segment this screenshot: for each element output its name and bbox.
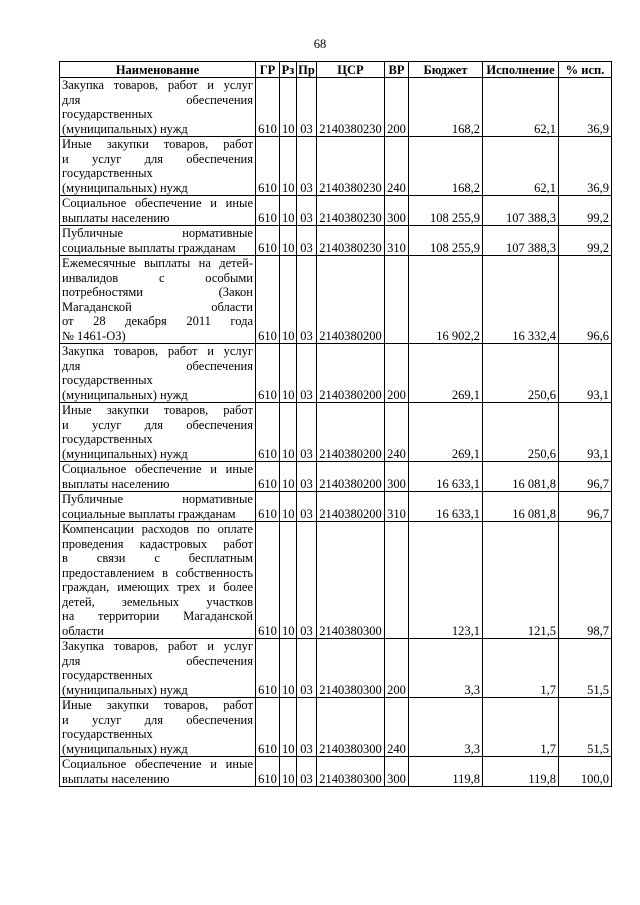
cell-pr: 03 bbox=[297, 522, 317, 639]
cell-vr: 310 bbox=[385, 226, 409, 256]
table-row bbox=[60, 137, 612, 196]
cell-budget: 108 255,9 bbox=[409, 226, 483, 256]
cell-name-line: Закупка товаров, работ и услуг bbox=[62, 344, 253, 358]
cell-budget: 16 902,2 bbox=[409, 256, 483, 344]
cell-budget: 3,3 bbox=[409, 639, 483, 698]
cell-csr: 2140380230 bbox=[317, 137, 385, 196]
cell-rz: 10 bbox=[280, 698, 297, 757]
cell-name-line: граждан, имеющих трех и более bbox=[62, 580, 253, 594]
cell-gr: 610 bbox=[256, 492, 280, 522]
cell-percent: 96,7 bbox=[559, 492, 612, 522]
cell-budget: 108 255,9 bbox=[409, 196, 483, 226]
table-row bbox=[60, 698, 612, 757]
cell-gr: 610 bbox=[256, 137, 280, 196]
cell-percent: 99,2 bbox=[559, 226, 612, 256]
cell-vr: 300 bbox=[385, 196, 409, 226]
cell-execution: 119,8 bbox=[483, 757, 559, 787]
cell-gr: 610 bbox=[256, 256, 280, 344]
cell-execution: 121,5 bbox=[483, 522, 559, 639]
cell-budget: 16 633,1 bbox=[409, 462, 483, 492]
cell-name-line: Социальное обеспечение и иные bbox=[62, 196, 253, 210]
cell-name-line: (муниципальных) нужд bbox=[62, 121, 188, 136]
cell-name-line: государственных bbox=[62, 727, 153, 741]
cell-percent: 93,1 bbox=[559, 403, 612, 462]
cell-name-line: (муниципальных) нужд bbox=[62, 741, 188, 756]
cell-vr: 300 bbox=[385, 757, 409, 787]
cell-name bbox=[60, 196, 256, 226]
cell-execution: 250,6 bbox=[483, 403, 559, 462]
cell-name bbox=[60, 757, 256, 787]
cell-rz: 10 bbox=[280, 256, 297, 344]
cell-rz: 10 bbox=[280, 492, 297, 522]
cell-vr: 240 bbox=[385, 137, 409, 196]
cell-execution: 62,1 bbox=[483, 78, 559, 137]
cell-csr: 2140380230 bbox=[317, 78, 385, 137]
table-header-row bbox=[60, 62, 612, 78]
cell-csr: 2140380200 bbox=[317, 492, 385, 522]
cell-csr: 2140380300 bbox=[317, 757, 385, 787]
cell-percent: 51,5 bbox=[559, 639, 612, 698]
cell-budget: 3,3 bbox=[409, 698, 483, 757]
table-row bbox=[60, 492, 612, 522]
cell-name-line: Социальное обеспечение и иные bbox=[62, 462, 253, 476]
cell-rz: 10 bbox=[280, 78, 297, 137]
cell-name bbox=[60, 256, 256, 344]
cell-vr bbox=[385, 522, 409, 639]
cell-name-line: инвалидов с особыми bbox=[62, 270, 253, 285]
header-pr: Пр bbox=[298, 62, 315, 77]
cell-percent: 100,0 bbox=[559, 757, 612, 787]
cell-name-line: Публичные нормативные bbox=[62, 226, 253, 240]
cell-budget: 269,1 bbox=[409, 344, 483, 403]
cell-gr: 610 bbox=[256, 757, 280, 787]
cell-csr: 2140380230 bbox=[317, 226, 385, 256]
cell-name bbox=[60, 522, 256, 639]
cell-budget: 123,1 bbox=[409, 522, 483, 639]
cell-percent: 36,9 bbox=[559, 137, 612, 196]
cell-name bbox=[60, 698, 256, 757]
cell-percent: 93,1 bbox=[559, 344, 612, 403]
cell-percent: 99,2 bbox=[559, 196, 612, 226]
cell-execution: 1,7 bbox=[483, 698, 559, 757]
cell-rz: 10 bbox=[280, 196, 297, 226]
cell-vr: 310 bbox=[385, 492, 409, 522]
cell-pr: 03 bbox=[297, 462, 317, 492]
cell-percent: 36,9 bbox=[559, 78, 612, 137]
cell-csr: 2140380200 bbox=[317, 344, 385, 403]
cell-rz: 10 bbox=[280, 757, 297, 787]
cell-gr: 610 bbox=[256, 226, 280, 256]
cell-vr: 200 bbox=[385, 78, 409, 137]
cell-csr: 2140380200 bbox=[317, 403, 385, 462]
header-name: Наименование bbox=[60, 62, 256, 78]
table-row bbox=[60, 757, 612, 787]
cell-execution: 16 081,8 bbox=[483, 492, 559, 522]
table-row bbox=[60, 226, 612, 256]
header-rz: Рз bbox=[280, 62, 297, 78]
cell-vr: 200 bbox=[385, 639, 409, 698]
cell-name-line: проведения кадастровых работ bbox=[62, 536, 253, 551]
cell-gr: 610 bbox=[256, 78, 280, 137]
header-vr: ВР bbox=[385, 62, 409, 78]
cell-execution: 250,6 bbox=[483, 344, 559, 403]
cell-percent: 96,7 bbox=[559, 462, 612, 492]
cell-name-line: № 1461-ОЗ) bbox=[62, 328, 126, 343]
cell-name-line: в связи с бесплатным bbox=[62, 551, 253, 565]
cell-rz: 10 bbox=[280, 403, 297, 462]
cell-rz: 10 bbox=[280, 639, 297, 698]
cell-name-line: области bbox=[62, 623, 104, 638]
header-gr: ГР bbox=[256, 62, 280, 78]
cell-pr: 03 bbox=[297, 256, 317, 344]
cell-name-line: выплаты населению bbox=[62, 210, 170, 225]
table-row bbox=[60, 196, 612, 226]
header-budget: Бюджет bbox=[409, 62, 483, 78]
cell-execution: 16 081,8 bbox=[483, 462, 559, 492]
cell-name-line: (муниципальных) нужд bbox=[62, 682, 188, 697]
cell-name bbox=[60, 639, 256, 698]
cell-name-line: Иные закупки товаров, работ bbox=[62, 137, 253, 151]
table-row bbox=[60, 78, 612, 137]
cell-name-line: для обеспечения bbox=[62, 653, 253, 668]
cell-vr bbox=[385, 256, 409, 344]
cell-pr: 03 bbox=[297, 757, 317, 787]
cell-execution: 1,7 bbox=[483, 639, 559, 698]
cell-csr: 2140380300 bbox=[317, 698, 385, 757]
cell-name-line: Закупка товаров, работ и услуг bbox=[62, 78, 253, 92]
cell-percent: 98,7 bbox=[559, 522, 612, 639]
page-number: 68 bbox=[313, 37, 327, 51]
cell-name-line: от 28 декабря 2011 года bbox=[62, 314, 253, 328]
cell-name-line: государственных bbox=[62, 373, 153, 387]
cell-name-line: социальные выплаты гражданам bbox=[62, 240, 236, 255]
cell-name-line: Компенсации расходов по оплате bbox=[62, 522, 253, 536]
cell-rz: 10 bbox=[280, 226, 297, 256]
cell-pr: 03 bbox=[297, 78, 317, 137]
cell-gr: 610 bbox=[256, 403, 280, 462]
header-csr: ЦСР bbox=[317, 62, 385, 78]
cell-budget: 16 633,1 bbox=[409, 492, 483, 522]
cell-name bbox=[60, 403, 256, 462]
cell-name bbox=[60, 344, 256, 403]
cell-pr: 03 bbox=[297, 492, 317, 522]
cell-name-line: на территории Магаданской bbox=[62, 609, 253, 623]
cell-csr: 2140380200 bbox=[317, 462, 385, 492]
cell-name-line: Иные закупки товаров, работ bbox=[62, 403, 253, 417]
cell-name-line: и услуг для обеспечения bbox=[62, 712, 253, 727]
cell-budget: 168,2 bbox=[409, 137, 483, 196]
cell-csr: 2140380230 bbox=[317, 196, 385, 226]
header-execution: Исполнение bbox=[483, 62, 559, 78]
budget-execution-table bbox=[59, 61, 612, 787]
cell-rz: 10 bbox=[280, 137, 297, 196]
cell-gr: 610 bbox=[256, 196, 280, 226]
cell-name-line: детей, земельных участков bbox=[62, 594, 253, 609]
cell-budget: 168,2 bbox=[409, 78, 483, 137]
cell-execution: 107 388,3 bbox=[483, 196, 559, 226]
cell-name-line: предоставлением в собственность bbox=[62, 565, 253, 580]
cell-budget: 119,8 bbox=[409, 757, 483, 787]
cell-pr: 03 bbox=[297, 196, 317, 226]
cell-name-line: Публичные нормативные bbox=[62, 492, 253, 506]
cell-name-line: (муниципальных) нужд bbox=[62, 446, 188, 461]
cell-name-line: государственных bbox=[62, 432, 153, 446]
table-row bbox=[60, 639, 612, 698]
cell-name-line: (муниципальных) нужд bbox=[62, 180, 188, 195]
header-percent: % исп. bbox=[559, 62, 612, 78]
cell-name-line: Иные закупки товаров, работ bbox=[62, 698, 253, 712]
cell-vr: 240 bbox=[385, 403, 409, 462]
cell-name-line: Социальное обеспечение и иные bbox=[62, 757, 253, 771]
cell-name-line: (муниципальных) нужд bbox=[62, 387, 188, 402]
cell-gr: 610 bbox=[256, 522, 280, 639]
cell-budget: 269,1 bbox=[409, 403, 483, 462]
cell-name-line: выплаты населению bbox=[62, 476, 170, 491]
table-row bbox=[60, 403, 612, 462]
cell-name bbox=[60, 226, 256, 256]
cell-execution: 62,1 bbox=[483, 137, 559, 196]
cell-percent: 51,5 bbox=[559, 698, 612, 757]
table-row bbox=[60, 522, 612, 639]
cell-pr: 03 bbox=[297, 698, 317, 757]
cell-name-line: Магаданской области bbox=[62, 299, 253, 314]
cell-name-line: государственных bbox=[62, 668, 153, 682]
cell-name bbox=[60, 137, 256, 196]
cell-name-line: для обеспечения bbox=[62, 92, 253, 107]
cell-name-line: выплаты населению bbox=[62, 771, 170, 786]
cell-vr: 200 bbox=[385, 344, 409, 403]
cell-pr: 03 bbox=[297, 639, 317, 698]
table-body bbox=[60, 78, 612, 787]
cell-name-line: государственных bbox=[62, 166, 153, 180]
cell-vr: 300 bbox=[385, 462, 409, 492]
table-row bbox=[60, 462, 612, 492]
cell-gr: 610 bbox=[256, 462, 280, 492]
cell-csr: 2140380300 bbox=[317, 639, 385, 698]
cell-gr: 610 bbox=[256, 698, 280, 757]
cell-rz: 10 bbox=[280, 522, 297, 639]
cell-execution: 107 388,3 bbox=[483, 226, 559, 256]
cell-execution: 16 332,4 bbox=[483, 256, 559, 344]
cell-rz: 10 bbox=[280, 462, 297, 492]
table-row bbox=[60, 344, 612, 403]
cell-name-line: Ежемесячные выплаты на детей- bbox=[62, 256, 253, 270]
cell-pr: 03 bbox=[297, 137, 317, 196]
cell-csr: 2140380200 bbox=[317, 256, 385, 344]
table-row bbox=[60, 256, 612, 344]
cell-pr: 03 bbox=[297, 226, 317, 256]
cell-vr: 240 bbox=[385, 698, 409, 757]
cell-pr: 03 bbox=[297, 344, 317, 403]
cell-name-line: и услуг для обеспечения bbox=[62, 417, 253, 432]
cell-name bbox=[60, 462, 256, 492]
cell-gr: 610 bbox=[256, 639, 280, 698]
cell-percent: 96,6 bbox=[559, 256, 612, 344]
cell-name-line: и услуг для обеспечения bbox=[62, 151, 253, 166]
cell-pr: 03 bbox=[297, 403, 317, 462]
cell-name-line: Закупка товаров, работ и услуг bbox=[62, 639, 253, 653]
cell-name-line: государственных bbox=[62, 107, 153, 121]
cell-name-line: потребностями (Закон bbox=[62, 285, 253, 299]
cell-name bbox=[60, 492, 256, 522]
cell-csr: 2140380300 bbox=[317, 522, 385, 639]
cell-rz: 10 bbox=[280, 344, 297, 403]
cell-name-line: для обеспечения bbox=[62, 358, 253, 373]
cell-name-line: социальные выплаты гражданам bbox=[62, 506, 236, 521]
cell-name bbox=[60, 78, 256, 137]
cell-gr: 610 bbox=[256, 344, 280, 403]
